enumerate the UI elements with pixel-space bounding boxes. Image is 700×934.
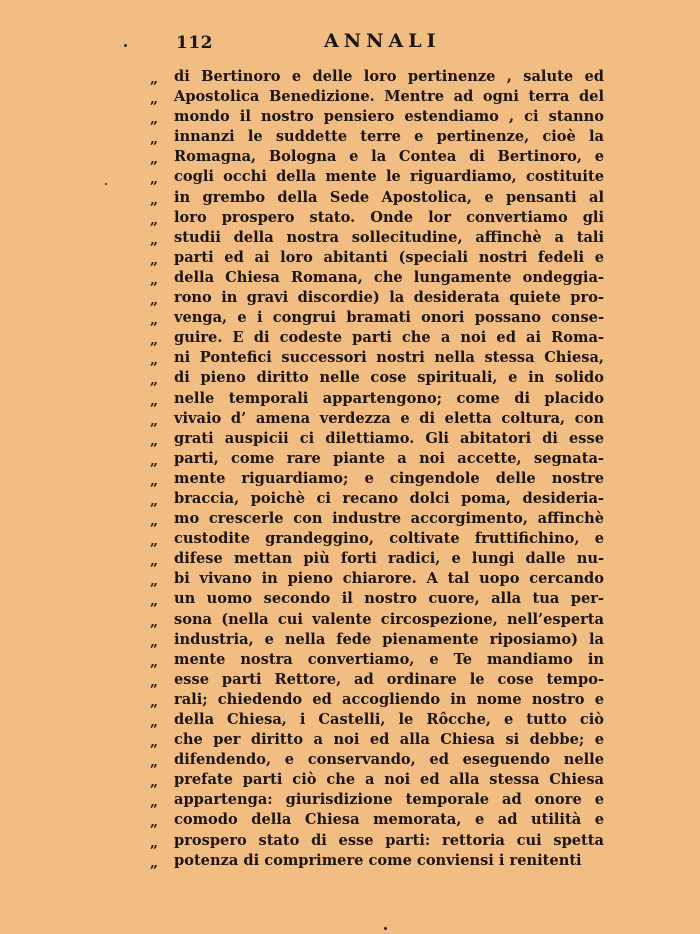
margin-quote-mark: „ <box>150 513 158 530</box>
line-text: Apostolica Benedizione. Mentre ad ogni terra del <box>174 88 604 106</box>
margin-quote-mark: „ <box>150 432 158 449</box>
margin-quote-mark: „ <box>150 372 158 389</box>
line-text: mondo il nostro pensiero estendiamo , ci stanno <box>174 108 604 126</box>
margin-quote-mark: „ <box>150 593 158 610</box>
text-line <box>150 389 610 409</box>
line-text: Romagna, Bologna e la Contea di Bertinoro, e <box>174 148 604 166</box>
margin-quote-mark: „ <box>150 71 158 87</box>
line-text: della Chiesa, i Castelli, le Rôcche, e tutto ciò <box>174 711 604 728</box>
line-text: parti ed ai loro abitanti (speciali nostri fedeli e <box>174 248 604 266</box>
line-text: innanzi le suddette terre e pertinenze, cioè la <box>174 128 604 146</box>
margin-quote-mark: „ <box>150 774 158 791</box>
margin-quote-mark: „ <box>150 131 158 148</box>
text-line <box>150 549 610 569</box>
text-line <box>150 610 610 630</box>
page-number: 112 <box>176 33 213 53</box>
text-line <box>150 810 610 830</box>
margin-quote-mark: „ <box>150 412 158 429</box>
line-text: mente riguardiamo; e cingendole delle nostre <box>174 469 604 487</box>
body-text <box>150 67 610 871</box>
margin-quote-mark: „ <box>150 492 158 509</box>
margin-quote-mark: „ <box>150 332 158 349</box>
text-line <box>150 589 610 609</box>
line-text: grati auspicii ci dilettiamo. Gli abitatori di esse <box>174 429 604 447</box>
text-line <box>150 228 610 248</box>
text-line <box>150 469 610 489</box>
text-line <box>150 630 610 650</box>
text-line <box>150 368 610 388</box>
margin-quote-mark: „ <box>150 754 158 771</box>
text-line <box>150 851 610 871</box>
margin-quote-mark: „ <box>150 392 158 409</box>
line-text: cogli occhi della mente le riguardiamo, costituite <box>174 168 604 186</box>
margin-quote-mark: „ <box>150 693 158 710</box>
text-line <box>150 268 610 288</box>
text-line <box>150 328 610 348</box>
margin-quote-mark: „ <box>150 352 158 369</box>
line-text: sona (nella cui valente circospezione, nell’esperta <box>174 610 604 628</box>
margin-quote-mark: „ <box>150 834 158 851</box>
line-text: industria, e nella fede pienamente riposiamo) la <box>174 630 604 648</box>
line-text: studii della nostra sollecitudine, affinchè a tali <box>174 228 604 246</box>
line-text: rono in gravi discordie) la desiderata quiete pro- <box>174 289 604 307</box>
line-text: prefate parti ciò che a noi ed alla stessa Chiesa <box>174 771 604 789</box>
text-line <box>150 409 610 429</box>
print-speck <box>384 927 387 930</box>
line-text: ni Pontefici successori nostri nella stessa Chiesa, <box>174 349 604 367</box>
text-line <box>150 730 610 750</box>
print-speck <box>105 183 107 185</box>
line-text: comodo della Chiesa memorata, e ad utilità e <box>174 811 604 829</box>
margin-quote-mark: „ <box>150 553 158 570</box>
text-line <box>150 208 610 228</box>
line-text: della Chiesa Romana, che lungamente ondeggia- <box>174 268 604 286</box>
margin-quote-mark: „ <box>150 171 158 188</box>
line-text: prospero stato di esse parti: rettoria cui spetta <box>174 831 604 849</box>
margin-quote-mark: „ <box>150 452 158 469</box>
margin-quote-mark: „ <box>150 91 158 108</box>
margin-quote-mark: „ <box>150 312 158 329</box>
line-text: loro prospero stato. Onde lor convertiamo gli <box>174 208 604 226</box>
running-title: ANNALI <box>324 30 441 52</box>
line-text: mo crescerle con industre accorgimento, affinchè <box>174 510 604 528</box>
line-text: potenza di comprimere come conviensi i renitenti <box>174 851 582 869</box>
text-line <box>150 489 610 509</box>
margin-quote-mark: „ <box>150 633 158 650</box>
line-text: guire. E di codeste parti che a noi ed ai Roma- <box>174 329 604 347</box>
text-line <box>150 509 610 529</box>
text-line <box>150 670 610 690</box>
line-text: parti, come rare piante a noi accette, segnata- <box>174 449 604 467</box>
text-line <box>150 167 610 187</box>
text-line <box>150 188 610 208</box>
margin-quote-mark: „ <box>150 271 158 288</box>
margin-quote-mark: „ <box>150 292 158 309</box>
line-text: venga, e i congrui bramati onori possano conse- <box>174 309 604 327</box>
line-text: in grembo della Sede Apostolica, e pensanti al <box>174 188 604 206</box>
margin-quote-mark: „ <box>150 191 158 208</box>
text-line <box>150 429 610 449</box>
text-line <box>150 770 610 790</box>
margin-quote-mark: „ <box>150 231 158 248</box>
text-line <box>150 147 610 167</box>
margin-quote-mark: „ <box>150 251 158 268</box>
line-text: che per diritto a noi ed alla Chiesa si debbe; e <box>174 731 604 749</box>
text-line <box>150 107 610 127</box>
margin-quote-mark: „ <box>150 814 158 831</box>
margin-quote-mark: „ <box>150 714 158 730</box>
line-text: bi vivano in pieno chiarore. A tal uopo cercando <box>174 570 604 588</box>
line-text: braccia, poichè ci recano dolci poma, desideria- <box>174 489 604 507</box>
text-line <box>150 449 610 469</box>
margin-quote-mark: „ <box>150 151 158 168</box>
line-text: vivaio d’ amena verdezza e di eletta coltura, con <box>174 409 604 427</box>
margin-quote-mark: „ <box>150 794 158 811</box>
text-line <box>150 248 610 268</box>
text-line <box>150 569 610 589</box>
text-line <box>150 831 610 851</box>
page-header <box>0 30 700 56</box>
text-line <box>150 348 610 368</box>
margin-quote-mark: „ <box>150 111 158 128</box>
line-text: mente nostra convertiamo, e Te mandiamo in <box>174 650 604 668</box>
margin-quote-mark: „ <box>150 653 158 670</box>
line-text: esse parti Rettore, ad ordinare le cose tempo- <box>174 670 604 688</box>
margin-quote-mark: „ <box>150 854 158 871</box>
text-line <box>150 308 610 328</box>
line-text: appartenga: giurisdizione temporale ad onore e <box>174 791 604 809</box>
line-text: di pieno diritto nelle cose spirituali, e in solido <box>174 369 604 387</box>
line-text: di Bertinoro e delle loro pertinenze , salute ed <box>174 68 604 85</box>
margin-quote-mark: „ <box>150 613 158 630</box>
text-line <box>150 690 610 710</box>
text-line <box>150 67 610 87</box>
line-text: difese mettan più forti radici, e lungi dalle nu- <box>174 550 604 568</box>
line-text: difendendo, e conservando, ed eseguendo nelle <box>174 751 604 769</box>
margin-quote-mark: „ <box>150 211 158 228</box>
text-line <box>150 288 610 308</box>
margin-quote-mark: „ <box>150 734 158 751</box>
line-text: rali; chiedendo ed accogliendo in nome nostro e <box>174 690 604 708</box>
text-line <box>150 790 610 810</box>
text-line <box>150 87 610 107</box>
margin-quote-mark: „ <box>150 573 158 590</box>
text-line <box>150 529 610 549</box>
text-line <box>150 710 610 730</box>
print-speck <box>124 44 127 47</box>
text-line <box>150 650 610 670</box>
margin-quote-mark: „ <box>150 533 158 550</box>
line-text: nelle temporali appartengono; come di placido <box>174 389 604 407</box>
text-line <box>150 750 610 770</box>
text-line <box>150 127 610 147</box>
margin-quote-mark: „ <box>150 673 158 690</box>
line-text: custodite grandeggino, coltivate fruttifichino, e <box>174 530 604 548</box>
line-text: un uomo secondo il nostro cuore, alla tua per- <box>174 590 604 608</box>
margin-quote-mark: „ <box>150 472 158 489</box>
